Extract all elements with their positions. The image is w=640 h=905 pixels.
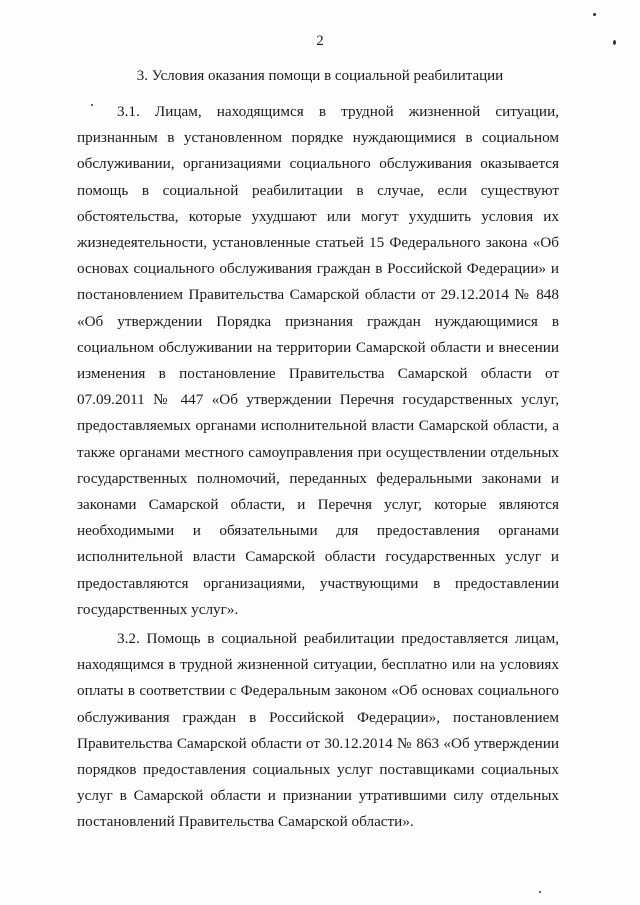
scan-speck bbox=[593, 13, 596, 16]
page-number: 2 bbox=[316, 33, 324, 49]
section-title: 3. Условия оказания помощи в социальной реабилитации bbox=[136, 68, 504, 84]
scan-speck bbox=[539, 891, 541, 893]
paragraph-3-1: 3.1. Лицам, находящимся в трудной жизненной ситуации, признанным в установленном порядке нуждающимися в социальном обслуживании, организациями социального обслуживания оказывается помощь в социальной реабилитации в случае, если существуют обстоятельства, которые ухудшают или могут ухудшить условия их жизнедеятельности, установленные статьей 15 Федерального закона «Об основах социального обслуживания граждан в Российской Федерации» и постановлением Правительства Самарской области от 29.12.2014 № 848 «Об утверждении Порядка признания граждан нуждающимися в социальном обслуживании на территории Самарской области и внесении изменения в постановление Правительства Самарской области от 07.09.2011 № 447 «Об утверждении Перечня государственных услуг, предоставляемых органами исполнительной власти Самарской области, а также органами местного самоуправления при осуществлении отдельных государственных полномочий, переданных федеральными законами и законами Самарской области, и Перечня услуг, которые являются необходимыми и обязательными для предоставления органами исполнительной власти Самарской области государственных услуг и предоставляются организациями, участвующими в предоставлении государственных услуг». bbox=[77, 103, 559, 618]
paragraph-3-2: 3.2. Помощь в социальной реабилитации предоставляется лицам, находящимся в трудной жизненной ситуации, бесплатно или на условиях оплаты в соответствии с Федеральным законом «Об основах социального обслуживания граждан в Российской Федерации», постановлением Правительства Самарской области от 30.12.2014 № 863 «Об утверждении порядков предоставления социальных услуг поставщиками социальных услуг в Самарской области и признании утратившими силу отдельных постановлений Правительства Самарской области». bbox=[77, 630, 559, 831]
